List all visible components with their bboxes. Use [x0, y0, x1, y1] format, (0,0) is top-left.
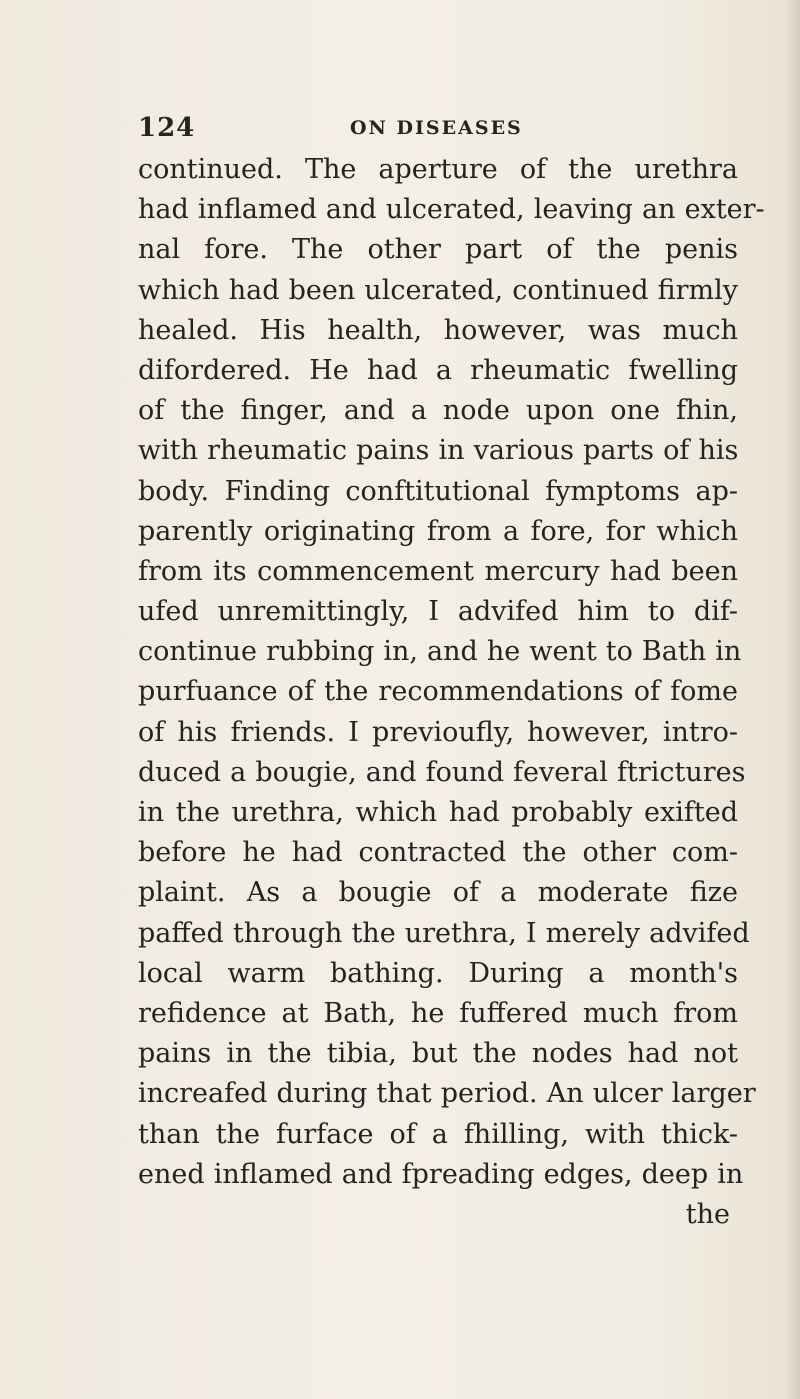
text-line: healed. His health, however, was much — [138, 314, 738, 346]
text-line: purfuance of the recommendations of fome — [138, 676, 738, 708]
running-head — [138, 113, 738, 153]
page-edge-shadow — [786, 0, 800, 1399]
text-line: in the urethra, which had probably exifted — [138, 797, 738, 828]
catchword: the — [685, 1198, 730, 1230]
text-line: plaint. As a bougie of a moderate fize — [138, 877, 738, 909]
text-line: duced a bougie, and found feveral ftrictures — [138, 756, 746, 788]
text-line: ufed unremittingly, I advifed him to dif- — [138, 596, 738, 628]
text-line: which had been ulcerated, continued firmly — [138, 274, 738, 306]
text-line: continued. The aperture of the urethra — [138, 154, 738, 185]
text-line: refidence at Bath, he fuffered much from — [138, 997, 738, 1029]
text-line: difordered. He had a rheumatic fwelling — [138, 354, 738, 386]
text-line: paffed through the urethra, I merely advifed — [138, 917, 750, 949]
text-line: body. Finding conftitutional fymptoms ap- — [138, 475, 738, 507]
text-line: before he had contracted the other com- — [138, 837, 738, 869]
text-line: parently originating from a fore, for which — [138, 515, 738, 547]
text-line: nal fore. The other part of the penis — [138, 234, 738, 266]
text-line: from its commencement mercury had been — [138, 555, 738, 587]
page-number: 124 — [138, 113, 196, 143]
text-line: of his friends. I previoufly, however, intro- — [138, 716, 738, 748]
text-line: local warm bathing. During a month's — [138, 957, 738, 989]
body-text — [138, 150, 765, 1235]
text-line: increafed during that period. An ulcer larger — [138, 1078, 756, 1110]
text-line: ened inflamed and fpreading edges, deep in — [138, 1158, 744, 1190]
running-title: ON DISEASES — [350, 117, 523, 139]
text-line: with rheumatic pains in various parts of his — [138, 435, 739, 467]
text-line: had inflamed and ulcerated, leaving an exter- — [138, 194, 765, 226]
text-line: pains in the tibia, but the nodes had not — [138, 1038, 738, 1070]
text-line: than the furface of a fhilling, with thick- — [138, 1118, 738, 1150]
text-line: of the finger, and a node upon one fhin, — [138, 395, 738, 427]
text-line: continue rubbing in, and he went to Bath in — [138, 636, 742, 668]
